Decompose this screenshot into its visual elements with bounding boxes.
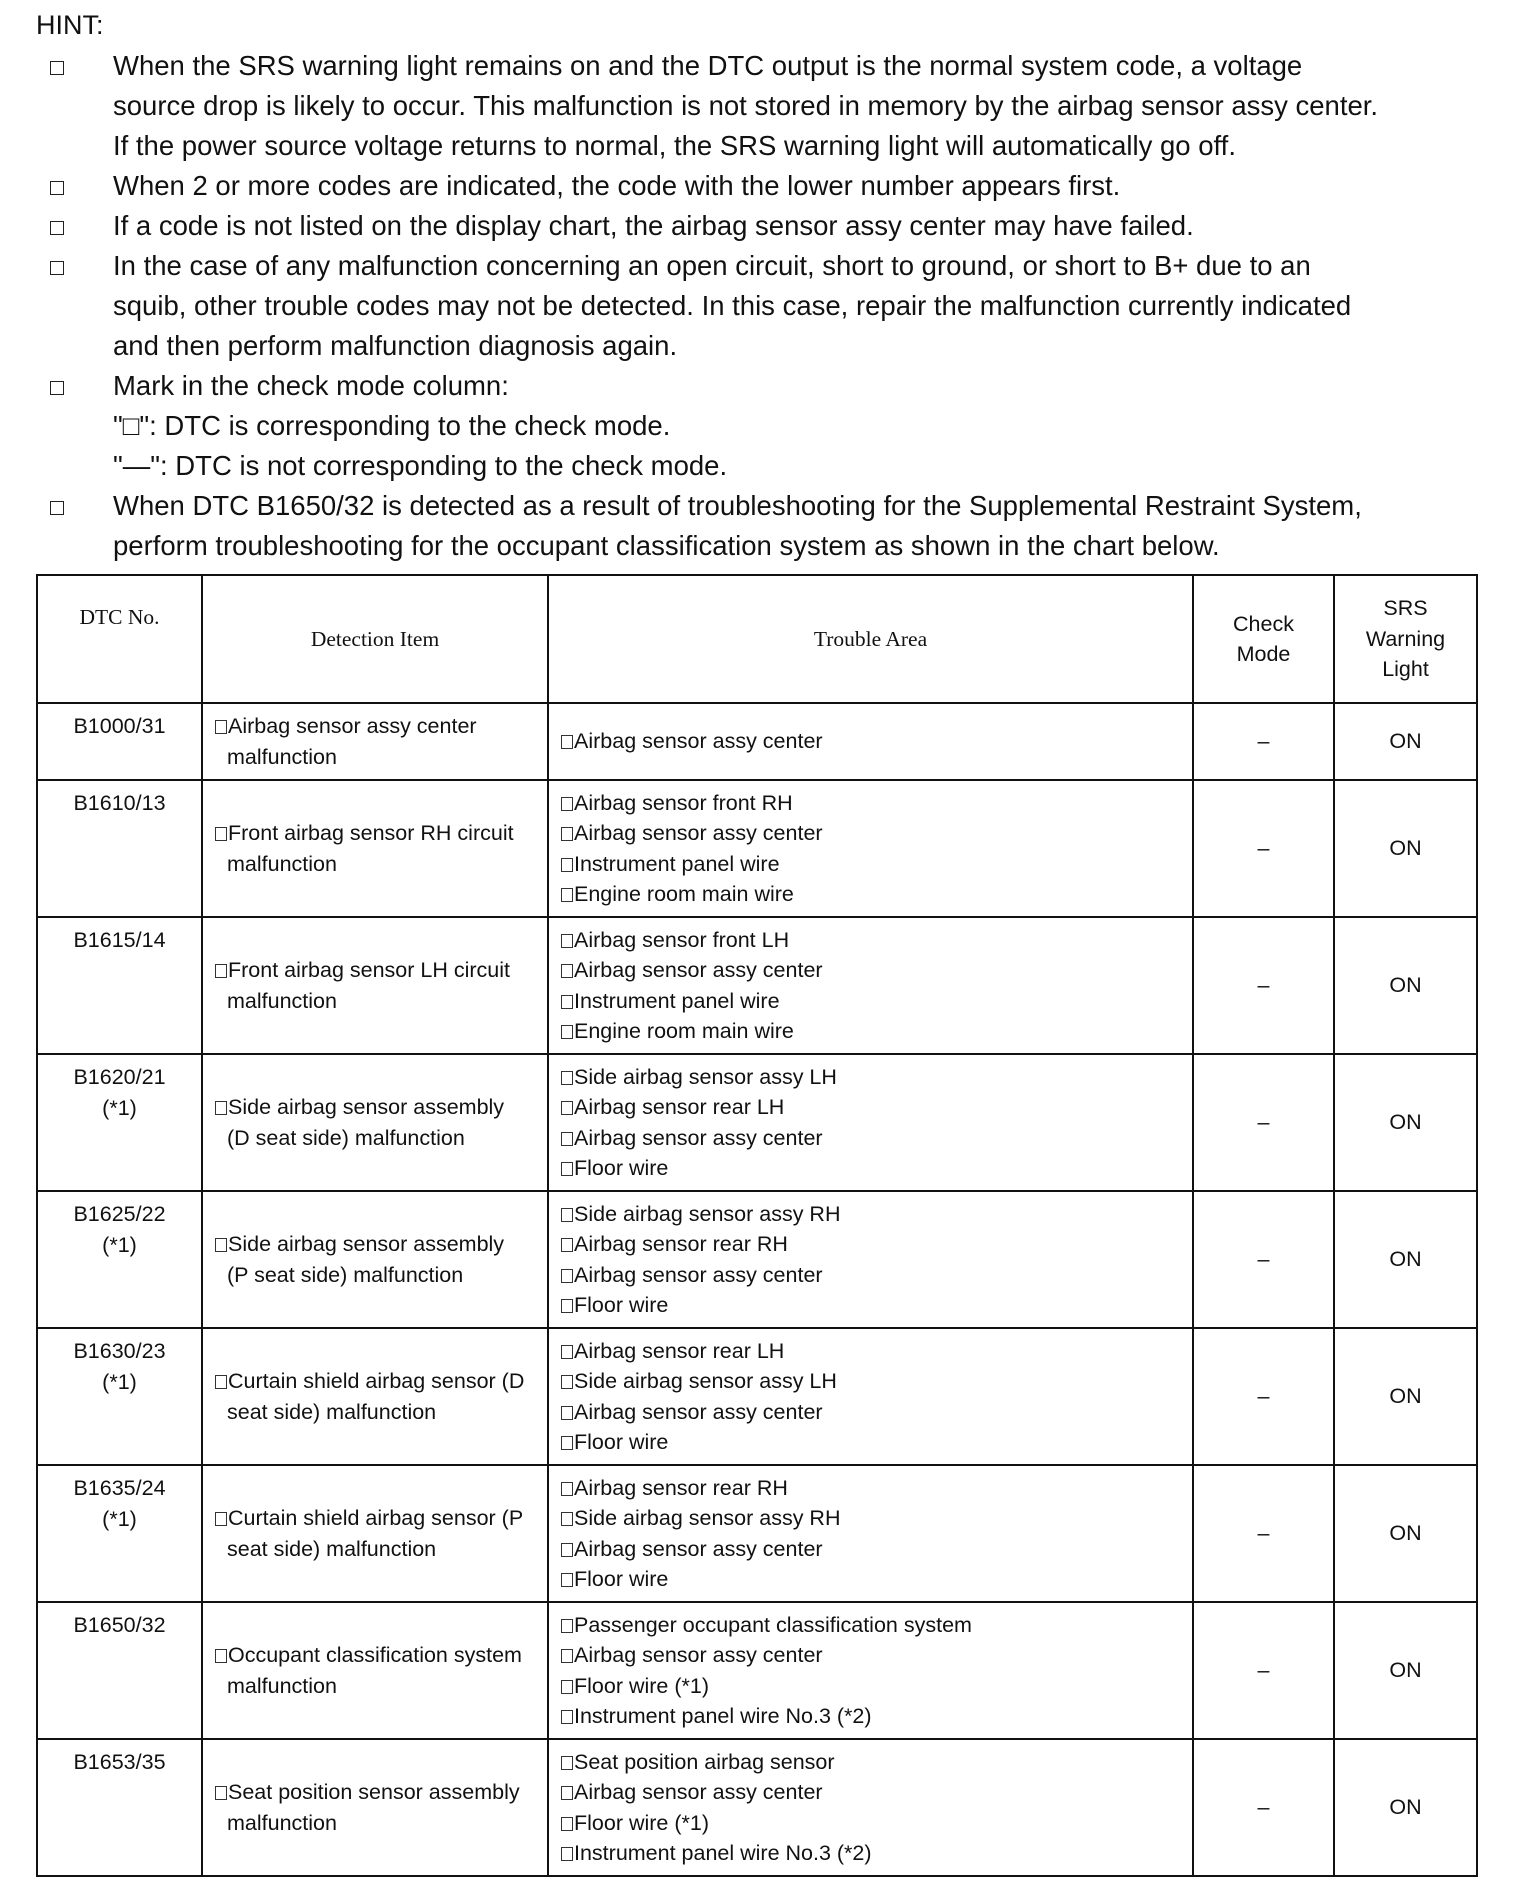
trouble-area-text: Airbag sensor assy center [574, 1125, 823, 1150]
warning-light-cell: ON [1334, 1465, 1477, 1602]
check-mode-cell: – [1193, 1328, 1334, 1465]
trouble-area-item [561, 1260, 1192, 1291]
trouble-area-item [561, 788, 1192, 819]
checkbox-icon [561, 1375, 573, 1389]
trouble-area-text: Instrument panel wire No.3 (*2) [574, 1841, 872, 1865]
dtc-code-cell [37, 1739, 202, 1876]
warning-light-cell: ON [1334, 1191, 1477, 1328]
trouble-area-item [561, 1777, 1192, 1808]
table-row [37, 1328, 1477, 1465]
trouble-area-item [561, 1153, 1192, 1184]
checkbox-icon [215, 1786, 227, 1800]
trouble-area-text: Airbag sensor assy center [574, 958, 823, 982]
trouble-area-text: Floor wire [574, 1567, 669, 1591]
trouble-area-text: Side airbag sensor assy LH [574, 1369, 837, 1393]
trouble-area-text: Engine room main wire [574, 882, 794, 906]
detection-item-line [215, 818, 547, 849]
detection-item-text: malfunction [227, 851, 337, 876]
trouble-area-text: Airbag sensor assy center [574, 1780, 823, 1804]
check-mode-cell: – [1193, 1054, 1334, 1191]
header-detection-item: Detection Item [202, 575, 548, 703]
detection-item-line [215, 1640, 547, 1671]
detection-item-cell [202, 780, 548, 917]
dtc-table [36, 574, 1478, 1877]
check-mode-cell: – [1193, 1465, 1334, 1602]
checkbox-icon [561, 1025, 573, 1039]
trouble-area-item [561, 1564, 1192, 1595]
warning-light-cell: ON [1334, 1328, 1477, 1465]
dtc-table-body [37, 703, 1477, 1876]
checkbox-icon [561, 1573, 573, 1587]
detection-item-line [215, 1123, 547, 1154]
trouble-area-item [561, 1473, 1192, 1504]
checkbox-icon [561, 1238, 573, 1252]
checkbox-icon [561, 1847, 573, 1861]
trouble-area-item [561, 986, 1192, 1017]
trouble-area-cell [548, 1054, 1193, 1191]
table-row [37, 1054, 1477, 1191]
detection-item-text: Curtain shield airbag sensor (P [228, 1506, 524, 1530]
hint-title: HINT: [36, 10, 104, 40]
trouble-area-cell [548, 1191, 1193, 1328]
checkbox-icon [561, 1406, 573, 1420]
detection-item-line [215, 986, 547, 1017]
trouble-area-cell [548, 703, 1193, 780]
detection-item-cell [202, 1602, 548, 1739]
trouble-area-item [561, 1640, 1192, 1671]
detection-item-text: Occupant classification system [228, 1643, 522, 1667]
trouble-area-text: Instrument panel wire No.3 (*2) [574, 1704, 872, 1728]
warning-light-cell: ON [1334, 780, 1477, 917]
check-mode-cell: – [1193, 1191, 1334, 1328]
hint-item [36, 166, 1486, 206]
trouble-area-cell [548, 917, 1193, 1054]
trouble-area-item [561, 879, 1192, 910]
dtc-code: B1620/21 [73, 1065, 166, 1089]
trouble-area-text: Instrument panel wire [574, 988, 780, 1013]
detection-item-text: (D seat side) malfunction [227, 1125, 465, 1150]
dtc-code: B1653/35 [73, 1750, 166, 1774]
detection-item-text: malfunction [227, 744, 337, 769]
header-dtc-no: DTC No. [37, 575, 202, 703]
checkbox-icon [561, 858, 573, 872]
trouble-area-text: Airbag sensor assy center [574, 1536, 823, 1561]
detection-item-cell [202, 1465, 548, 1602]
checkbox-icon [215, 1238, 227, 1252]
trouble-area-cell [548, 1739, 1193, 1876]
trouble-area-item [561, 1062, 1192, 1093]
trouble-area-text: Side airbag sensor assy RH [574, 1201, 841, 1226]
trouble-area-text: Airbag sensor assy center [574, 1399, 823, 1424]
checkbox-icon [561, 1543, 573, 1557]
trouble-area-text: Airbag sensor assy center [574, 1643, 823, 1667]
warning-light-cell: ON [1334, 917, 1477, 1054]
detection-item-line [215, 742, 547, 773]
detection-item-line [215, 849, 547, 880]
header-line: Warning [1365, 626, 1446, 651]
trouble-area-item [561, 818, 1192, 849]
table-row [37, 1739, 1477, 1876]
trouble-area-item [561, 1747, 1192, 1778]
detection-item-line [215, 1260, 547, 1291]
trouble-area-item [561, 1808, 1192, 1839]
trouble-area-text: Floor wire (*1) [574, 1673, 709, 1698]
trouble-area-item [561, 726, 1192, 757]
table-row [37, 917, 1477, 1054]
header-line: Mode [1236, 642, 1291, 666]
trouble-area-item [561, 1199, 1192, 1230]
trouble-area-text: Floor wire [574, 1156, 669, 1180]
trouble-area-item [561, 1229, 1192, 1260]
check-mode-cell: – [1193, 780, 1334, 917]
table-row [37, 1465, 1477, 1602]
detection-item-line [215, 1534, 547, 1565]
dtc-note: (*1) [102, 1369, 137, 1394]
trouble-area-item [561, 1534, 1192, 1565]
table-row [37, 780, 1477, 917]
checkbox-icon [215, 964, 227, 978]
trouble-area-item [561, 1503, 1192, 1534]
check-mode-cell: – [1193, 917, 1334, 1054]
trouble-area-item [561, 1671, 1192, 1702]
hint-line: When DTC B1650/32 is detected as a result of troubleshooting for the Supplemental Restraint System, [113, 490, 1362, 521]
detection-item-line [215, 1671, 547, 1702]
trouble-area-item [561, 1290, 1192, 1321]
detection-item-line [215, 1397, 547, 1428]
hint-line: and then perform malfunction diagnosis again. [113, 330, 678, 361]
checkbox-bullet-icon [50, 501, 64, 515]
warning-light-cell: ON [1334, 1739, 1477, 1876]
checkbox-icon [561, 1071, 573, 1085]
checkbox-icon [561, 1619, 573, 1633]
hint-item [36, 366, 1486, 486]
hint-line: squib, other trouble codes may not be detected. In this case, repair the malfunction currently indicated [113, 290, 1352, 321]
hint-item [36, 46, 1486, 166]
check-mode-cell: – [1193, 1602, 1334, 1739]
dtc-code-cell [37, 917, 202, 1054]
trouble-area-text: Passenger occupant classification system [574, 1612, 972, 1637]
checkbox-icon [561, 1436, 573, 1450]
detection-item-line [215, 1229, 547, 1260]
detection-item-line [215, 1777, 547, 1808]
detection-item-text: Side airbag sensor assembly [228, 1095, 505, 1119]
trouble-area-text: Floor wire (*1) [574, 1810, 709, 1835]
trouble-area-cell [548, 780, 1193, 917]
dtc-code: B1610/13 [73, 791, 166, 815]
header-srs-warning-light [1334, 575, 1477, 703]
checkbox-icon [215, 1375, 227, 1389]
detection-item-text: Front airbag sensor RH circuit [228, 821, 514, 845]
trouble-area-item [561, 1427, 1192, 1458]
checkbox-icon [561, 827, 573, 841]
checkbox-bullet-icon [50, 261, 64, 275]
trouble-area-text: Engine room main wire [574, 1019, 794, 1043]
checkbox-bullet-icon [50, 61, 64, 75]
trouble-area-text: Side airbag sensor assy LH [574, 1064, 837, 1089]
detection-item-cell [202, 1328, 548, 1465]
dtc-code-cell [37, 1465, 202, 1602]
trouble-area-item [561, 955, 1192, 986]
detection-item-line [215, 711, 547, 742]
hint-item [36, 246, 1486, 366]
trouble-area-text: Airbag sensor rear RH [574, 1232, 788, 1256]
checkbox-icon [215, 827, 227, 841]
trouble-area-text: Airbag sensor rear LH [574, 1338, 785, 1363]
table-row [37, 703, 1477, 780]
hint-line: When the SRS warning light remains on and the DTC output is the normal system code, a voltage [113, 50, 1303, 81]
detection-item-cell [202, 1191, 548, 1328]
dtc-code-cell [37, 1191, 202, 1328]
dtc-code: B1000/31 [73, 714, 166, 738]
hint-line: "—": DTC is not corresponding to the check mode. [113, 450, 728, 481]
hint-line: perform troubleshooting for the occupant classification system as shown in the chart below. [113, 530, 1220, 561]
detection-item-text: Airbag sensor assy center [228, 714, 477, 738]
checkbox-icon [561, 1101, 573, 1115]
trouble-area-item [561, 925, 1192, 956]
table-row [37, 1191, 1477, 1328]
table-header-row [37, 575, 1477, 703]
checkbox-icon [561, 797, 573, 811]
dtc-code-cell [37, 780, 202, 917]
header-check-mode [1193, 575, 1334, 703]
checkbox-icon [561, 1817, 573, 1831]
checkbox-icon [561, 1710, 573, 1724]
hint-line: "□": DTC is corresponding to the check mode. [113, 410, 671, 441]
trouble-area-item [561, 849, 1192, 880]
checkbox-icon [561, 934, 573, 948]
dtc-code: B1650/32 [73, 1613, 166, 1637]
trouble-area-item [561, 1123, 1192, 1154]
trouble-area-text: Airbag sensor front RH [574, 790, 793, 815]
dtc-code: B1625/22 [73, 1202, 166, 1226]
detection-item-line [215, 1092, 547, 1123]
dtc-code-cell [37, 703, 202, 780]
checkbox-icon [561, 1512, 573, 1526]
trouble-area-text: Seat position airbag sensor [574, 1749, 835, 1774]
trouble-area-text: Airbag sensor assy center [574, 1262, 823, 1287]
checkbox-bullet-icon [50, 221, 64, 235]
hint-line: Mark in the check mode column: [113, 370, 509, 401]
trouble-area-item [561, 1092, 1192, 1123]
dtc-note: (*1) [102, 1506, 137, 1531]
dtc-code: B1635/24 [73, 1476, 166, 1500]
header-line: Light [1382, 657, 1429, 682]
header-line: SRS [1383, 596, 1428, 621]
detection-item-line [215, 1808, 547, 1839]
trouble-area-text: Instrument panel wire [574, 851, 780, 876]
trouble-area-text: Airbag sensor front LH [574, 927, 790, 952]
dtc-code-cell [37, 1602, 202, 1739]
detection-item-cell [202, 1739, 548, 1876]
table-row [37, 1602, 1477, 1739]
hint-line: In the case of any malfunction concerning an open circuit, short to ground, or short to B+ due to an [113, 250, 1311, 281]
checkbox-icon [561, 1162, 573, 1176]
detection-item-text: malfunction [227, 988, 337, 1013]
hint-list [36, 46, 1486, 566]
trouble-area-text: Airbag sensor rear LH [574, 1095, 785, 1119]
dtc-note: (*1) [102, 1232, 137, 1257]
checkbox-bullet-icon [50, 381, 64, 395]
checkbox-icon [215, 720, 227, 734]
header-trouble-area: Trouble Area [548, 575, 1193, 703]
checkbox-icon [561, 1482, 573, 1496]
trouble-area-item [561, 1016, 1192, 1047]
detection-item-cell [202, 1054, 548, 1191]
trouble-area-cell [548, 1602, 1193, 1739]
checkbox-icon [561, 1269, 573, 1283]
warning-light-cell: ON [1334, 1602, 1477, 1739]
checkbox-icon [561, 1756, 573, 1770]
detection-item-cell [202, 703, 548, 780]
dtc-code: B1630/23 [73, 1339, 166, 1363]
trouble-area-text: Airbag sensor assy center [574, 821, 823, 845]
trouble-area-item [561, 1397, 1192, 1428]
checkbox-icon [215, 1101, 227, 1115]
detection-item-text: Front airbag sensor LH circuit [228, 958, 510, 982]
detection-item-line [215, 955, 547, 986]
trouble-area-item [561, 1838, 1192, 1869]
dtc-note: (*1) [102, 1095, 137, 1120]
detection-item-cell [202, 917, 548, 1054]
checkbox-icon [561, 1132, 573, 1146]
checkbox-bullet-icon [50, 181, 64, 195]
check-mode-cell: – [1193, 703, 1334, 780]
trouble-area-cell [548, 1465, 1193, 1602]
dtc-code-cell [37, 1328, 202, 1465]
trouble-area-text: Floor wire [574, 1430, 669, 1454]
checkbox-icon [561, 1680, 573, 1694]
checkbox-icon [561, 888, 573, 902]
check-mode-cell: – [1193, 1739, 1334, 1876]
checkbox-icon [561, 1786, 573, 1800]
trouble-area-text: Airbag sensor assy center [574, 729, 823, 754]
detection-item-text: malfunction [227, 1673, 337, 1698]
hint-line: If the power source voltage returns to normal, the SRS warning light will automatically go off. [113, 130, 1236, 161]
hint-item [36, 486, 1486, 566]
detection-item-text: seat side) malfunction [227, 1536, 437, 1561]
dtc-code: B1615/14 [73, 928, 166, 952]
detection-item-line [215, 1366, 547, 1397]
hint-line: If a code is not listed on the display chart, the airbag sensor assy center may have failed. [113, 210, 1194, 241]
detection-item-text: malfunction [227, 1810, 337, 1835]
hint-item [36, 206, 1486, 246]
detection-item-line [215, 1503, 547, 1534]
trouble-area-text: Floor wire [574, 1293, 669, 1317]
hint-line: When 2 or more codes are indicated, the code with the lower number appears first. [113, 170, 1121, 201]
detection-item-text: seat side) malfunction [227, 1399, 437, 1424]
trouble-area-item [561, 1336, 1192, 1367]
checkbox-icon [561, 995, 573, 1009]
warning-light-cell: ON [1334, 1054, 1477, 1191]
trouble-area-item [561, 1701, 1192, 1732]
checkbox-icon [215, 1512, 227, 1526]
checkbox-icon [561, 1649, 573, 1663]
trouble-area-item [561, 1366, 1192, 1397]
trouble-area-item [561, 1610, 1192, 1641]
warning-light-cell: ON [1334, 703, 1477, 780]
trouble-area-text: Airbag sensor rear RH [574, 1475, 788, 1500]
detection-item-text: Curtain shield airbag sensor (D [228, 1369, 525, 1393]
checkbox-icon [561, 1299, 573, 1313]
hint-line: source drop is likely to occur. This malfunction is not stored in memory by the airbag sensor assy center. [113, 90, 1379, 121]
checkbox-icon [561, 1345, 573, 1359]
detection-item-text: Side airbag sensor assembly [228, 1232, 505, 1256]
checkbox-icon [215, 1649, 227, 1663]
dtc-code-cell [37, 1054, 202, 1191]
checkbox-icon [561, 964, 573, 978]
detection-item-text: Seat position sensor assembly [228, 1780, 520, 1804]
trouble-area-cell [548, 1328, 1193, 1465]
trouble-area-text: Side airbag sensor assy RH [574, 1506, 841, 1530]
checkbox-icon [561, 1208, 573, 1222]
header-line: Check [1233, 611, 1294, 636]
checkbox-icon [561, 735, 573, 749]
detection-item-text: (P seat side) malfunction [227, 1262, 464, 1287]
